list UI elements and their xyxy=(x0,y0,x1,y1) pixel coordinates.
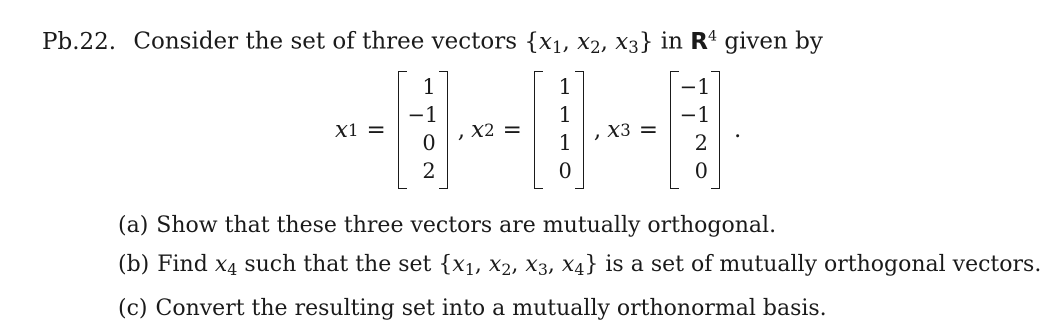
part-label: (b) xyxy=(118,252,150,277)
matrix-entry: 2 xyxy=(422,159,436,183)
vector-definitions: x 1 = 1 −1 0 2 , x 2 = 1 1 1 0 , x 3 = −1 −1 2 0 . xyxy=(335,70,741,190)
problem-number: Pb.22. xyxy=(42,28,117,55)
matrix-entry: 0 xyxy=(694,159,709,183)
matrix-entry: 1 xyxy=(558,103,572,127)
vector-set-4: {$x_1$, $x_2$, $x_3$, $x_4$} xyxy=(438,252,599,279)
matrix-entry: −1 xyxy=(407,103,439,127)
real-space-symbol: $R^4$ xyxy=(690,28,718,55)
vector-x3-matrix xyxy=(670,71,720,189)
matrix-entry: 2 xyxy=(694,131,709,155)
right-bracket xyxy=(439,71,448,189)
intro-text: Consider the set of three vectors xyxy=(133,28,518,55)
matrix-entry: 1 xyxy=(558,75,572,99)
vector-label-x3: x 3 = xyxy=(607,117,659,143)
given-by-text: given by xyxy=(724,28,823,55)
matrix-entry: 1 xyxy=(558,131,572,155)
problem-statement xyxy=(42,20,823,64)
in-text: in xyxy=(660,28,683,55)
problem-parts xyxy=(118,206,1041,328)
right-bracket xyxy=(711,71,720,189)
matrix-entry: −1 xyxy=(679,75,711,99)
part-text: Show that these three vectors are mutually orthogonal. xyxy=(156,213,777,238)
final-period: . xyxy=(734,117,742,143)
matrix-entry: −1 xyxy=(679,103,711,127)
part-text: Convert the resulting set into a mutually orthonormal basis. xyxy=(155,295,827,321)
vector-label-x2: x 2 = xyxy=(471,117,522,143)
matrix-entry: 0 xyxy=(422,131,436,155)
part-c xyxy=(118,289,1041,328)
vector-x1-matrix xyxy=(398,71,448,189)
vector-label-x1: x 1 = xyxy=(335,117,386,143)
part-label: (a) xyxy=(118,213,149,238)
part-b: (b) Find $x_4$ such that the set {$x_1$, $x_2$, $x_3$, $x_4$} is a set of mutually orthogonal vectors. xyxy=(118,252,1042,279)
vector-set: {$x_1$, $x_2$, $x_3$} xyxy=(524,28,654,57)
matrix-entry: 0 xyxy=(558,159,572,183)
part-a xyxy=(118,206,1041,245)
part-label: (c) xyxy=(118,295,148,321)
right-bracket xyxy=(575,71,584,189)
vector-x2-matrix xyxy=(534,71,584,189)
matrix-entry: 1 xyxy=(422,75,436,99)
